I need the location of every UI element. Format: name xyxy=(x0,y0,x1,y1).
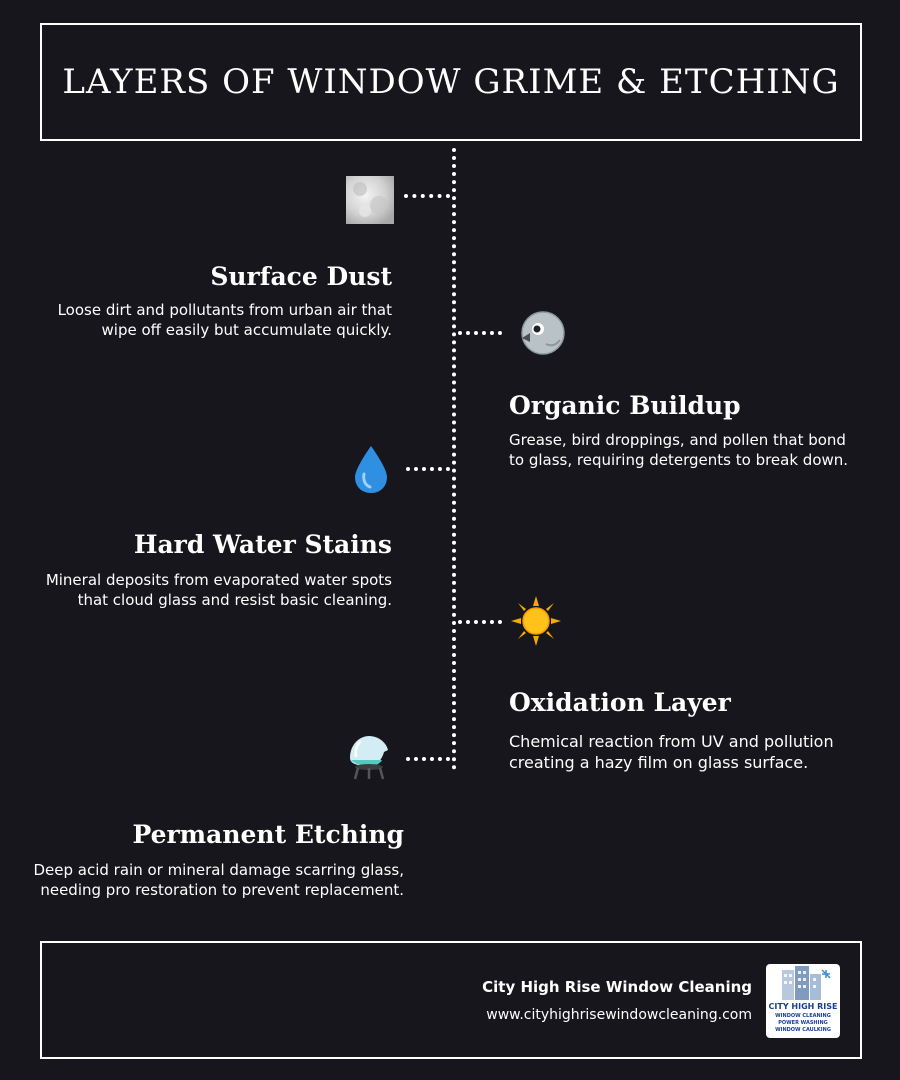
foggy-glass-icon xyxy=(345,175,395,225)
connector-dots-4 xyxy=(458,620,502,624)
logo-line-3: POWER WASHING xyxy=(778,1020,828,1026)
timeline-spine xyxy=(452,148,456,770)
layer-heading-organic-buildup: Organic Buildup xyxy=(509,391,741,420)
flask-icon xyxy=(342,730,392,780)
logo-line-1: CITY HIGH RISE xyxy=(768,1002,838,1011)
company-logo xyxy=(766,964,840,1038)
connector-dots-1 xyxy=(404,194,450,198)
bird-icon xyxy=(516,308,566,358)
layer-desc-oxidation-layer: Chemical reaction from UV and pollution creating a hazy film on glass surface. xyxy=(509,732,834,772)
company-url[interactable]: www.cityhighrisewindowcleaning.com xyxy=(486,1007,752,1023)
footer xyxy=(40,941,862,1059)
layer-heading-permanent-etching: Permanent Etching xyxy=(132,820,404,849)
layer-desc-surface-dust: Loose dirt and pollutants from urban air that wipe off easily but accumulate quickly. xyxy=(57,301,392,339)
water-drop-icon xyxy=(346,444,396,494)
connector-dots-5 xyxy=(406,757,450,761)
layer-heading-oxidation-layer: Oxidation Layer xyxy=(509,688,731,717)
page-title: LAYERS OF WINDOW GRIME & ETCHING xyxy=(62,62,840,102)
connector-dots-2 xyxy=(458,331,502,335)
company-name: City High Rise Window Cleaning xyxy=(482,978,752,996)
layer-desc-organic-buildup: Grease, bird droppings, and pollen that bond to glass, requiring detergents to break down. xyxy=(509,431,849,469)
connector-dots-3 xyxy=(406,467,450,471)
layer-desc-permanent-etching: Deep acid rain or mineral damage scarring glass, needing pro restoration to prevent replacement. xyxy=(33,861,404,899)
logo-line-2: WINDOW CLEANING xyxy=(775,1013,831,1019)
layer-desc-hard-water-stains: Mineral deposits from evaporated water spots that cloud glass and resist basic cleaning. xyxy=(45,571,392,609)
logo-line-4: WINDOW CAULKING xyxy=(775,1027,831,1033)
layer-heading-hard-water-stains: Hard Water Stains xyxy=(133,530,392,559)
layer-heading-surface-dust: Surface Dust xyxy=(210,262,392,291)
title-box xyxy=(40,23,862,141)
sun-icon xyxy=(511,596,561,646)
